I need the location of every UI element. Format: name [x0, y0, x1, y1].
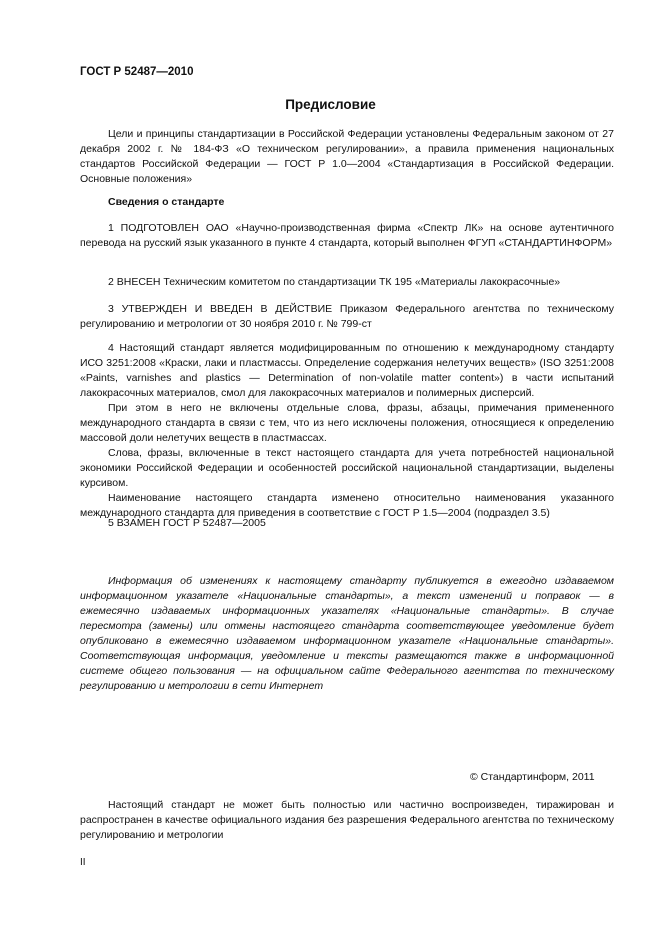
- item-4-name-note: Наименование настоящего стандарта изменено относительно наименования указанного международного стандарта для приведения в соответствие с ГОСТ Р 1.5—2004 (подраздел 3.5): [80, 492, 614, 519]
- changes-info: [80, 574, 614, 694]
- section-subtitle: Сведения о стандарте: [108, 196, 225, 208]
- reproduction-notice-text: Настоящий стандарт не может быть полностью или частично воспроизведен, тиражирован и распространен в качестве официального издания без разрешения Федерального агентства по техническому регулированию и метрологии: [80, 799, 614, 841]
- page-number: II: [80, 857, 86, 868]
- reproduction-notice: [80, 798, 614, 843]
- standard-number: ГОСТ Р 52487—2010: [80, 66, 194, 78]
- changes-info-text: Информация об изменениях к настоящему стандарту публикуется в ежегодно издаваемом информационном указателе «Национальные стандарты», а текст изменений и поправок — в ежемесячно издаваемых информационных указателях «Национальные стандарты». В случае пересмотра (замены) или отмены настоящего стандарта соответствующее уведомление будет опубликовано в ежемесячно издаваемом информационном указателе «Национальные стандарты». Соответствующая информация, уведомление и тексты размещаются также в информационной системе общего пользования — на официальном сайте Федерального агентства по техническому регулированию и метрологии в сети Интернет: [80, 575, 614, 692]
- page-title: Предисловие: [285, 97, 376, 112]
- item-4-excluded-note: При этом в него не включены отдельные слова, фразы, абзацы, примечания примененного международного стандарта в связи с тем, что из него исключены положения, относящиеся к определению массовой доли нелетучих веществ в пластмассах.: [80, 402, 614, 444]
- item-5: [80, 516, 614, 531]
- item-3-text: 3 УТВЕРЖДЕН И ВВЕДЕН В ДЕЙСТВИЕ Приказом Федерального агентства по техническому регулированию и метрологии от 30 ноября 2010 г. № 799-ст: [80, 303, 614, 330]
- item-2-text: 2 ВНЕСЕН Техническим комитетом по стандартизации ТК 195 «Материалы лакокрасочные»: [108, 276, 561, 288]
- item-4-italic-note: Слова, фразы, включенные в текст настоящего стандарта для учета потребностей национальной экономики Российской Федерации и особенностей российской национальной стандартизации, выделены курсивом.: [80, 447, 614, 489]
- item-4: [80, 341, 614, 521]
- intro-text: Цели и принципы стандартизации в Российской Федерации установлены Федеральным законом от 27 декабря 2002 г. № 184-ФЗ «О техническом регулировании», а правила применения национальных стандартов Российской Федерации — ГОСТ Р 1.0—2004 «Стандартизация в Российской Федерации. Основные положения»: [80, 128, 614, 185]
- item-4-main: 4 Настоящий стандарт является модифицированным по отношению к международному стандарту ИСО 3251:2008 «Краски, лаки и пластмассы. Определение содержания нелетучих веществ» (ISO 3251:2008 «Paints, varnishes and plastics — Determination of non-volatile matter content») в части испытаний лакокрасочных материалов, смол для лакокрасочных материалов и полимерных дисперсий.: [80, 342, 614, 399]
- item-3: [80, 302, 614, 332]
- copyright: © Стандартинформ, 2011: [470, 771, 595, 783]
- item-2: [80, 275, 614, 290]
- item-1-text: 1 ПОДГОТОВЛЕН ОАО «Научно-производственная фирма «Спектр ЛК» на основе аутентичного перевода на русский язык указанного в пункте 4 стандарта, который выполнен ФГУП «СТАНДАРТИНФОРМ»: [80, 222, 614, 249]
- item-1: [80, 221, 614, 251]
- intro-paragraph: [80, 127, 614, 187]
- item-5-text: 5 ВЗАМЕН ГОСТ Р 52487—2005: [108, 517, 266, 529]
